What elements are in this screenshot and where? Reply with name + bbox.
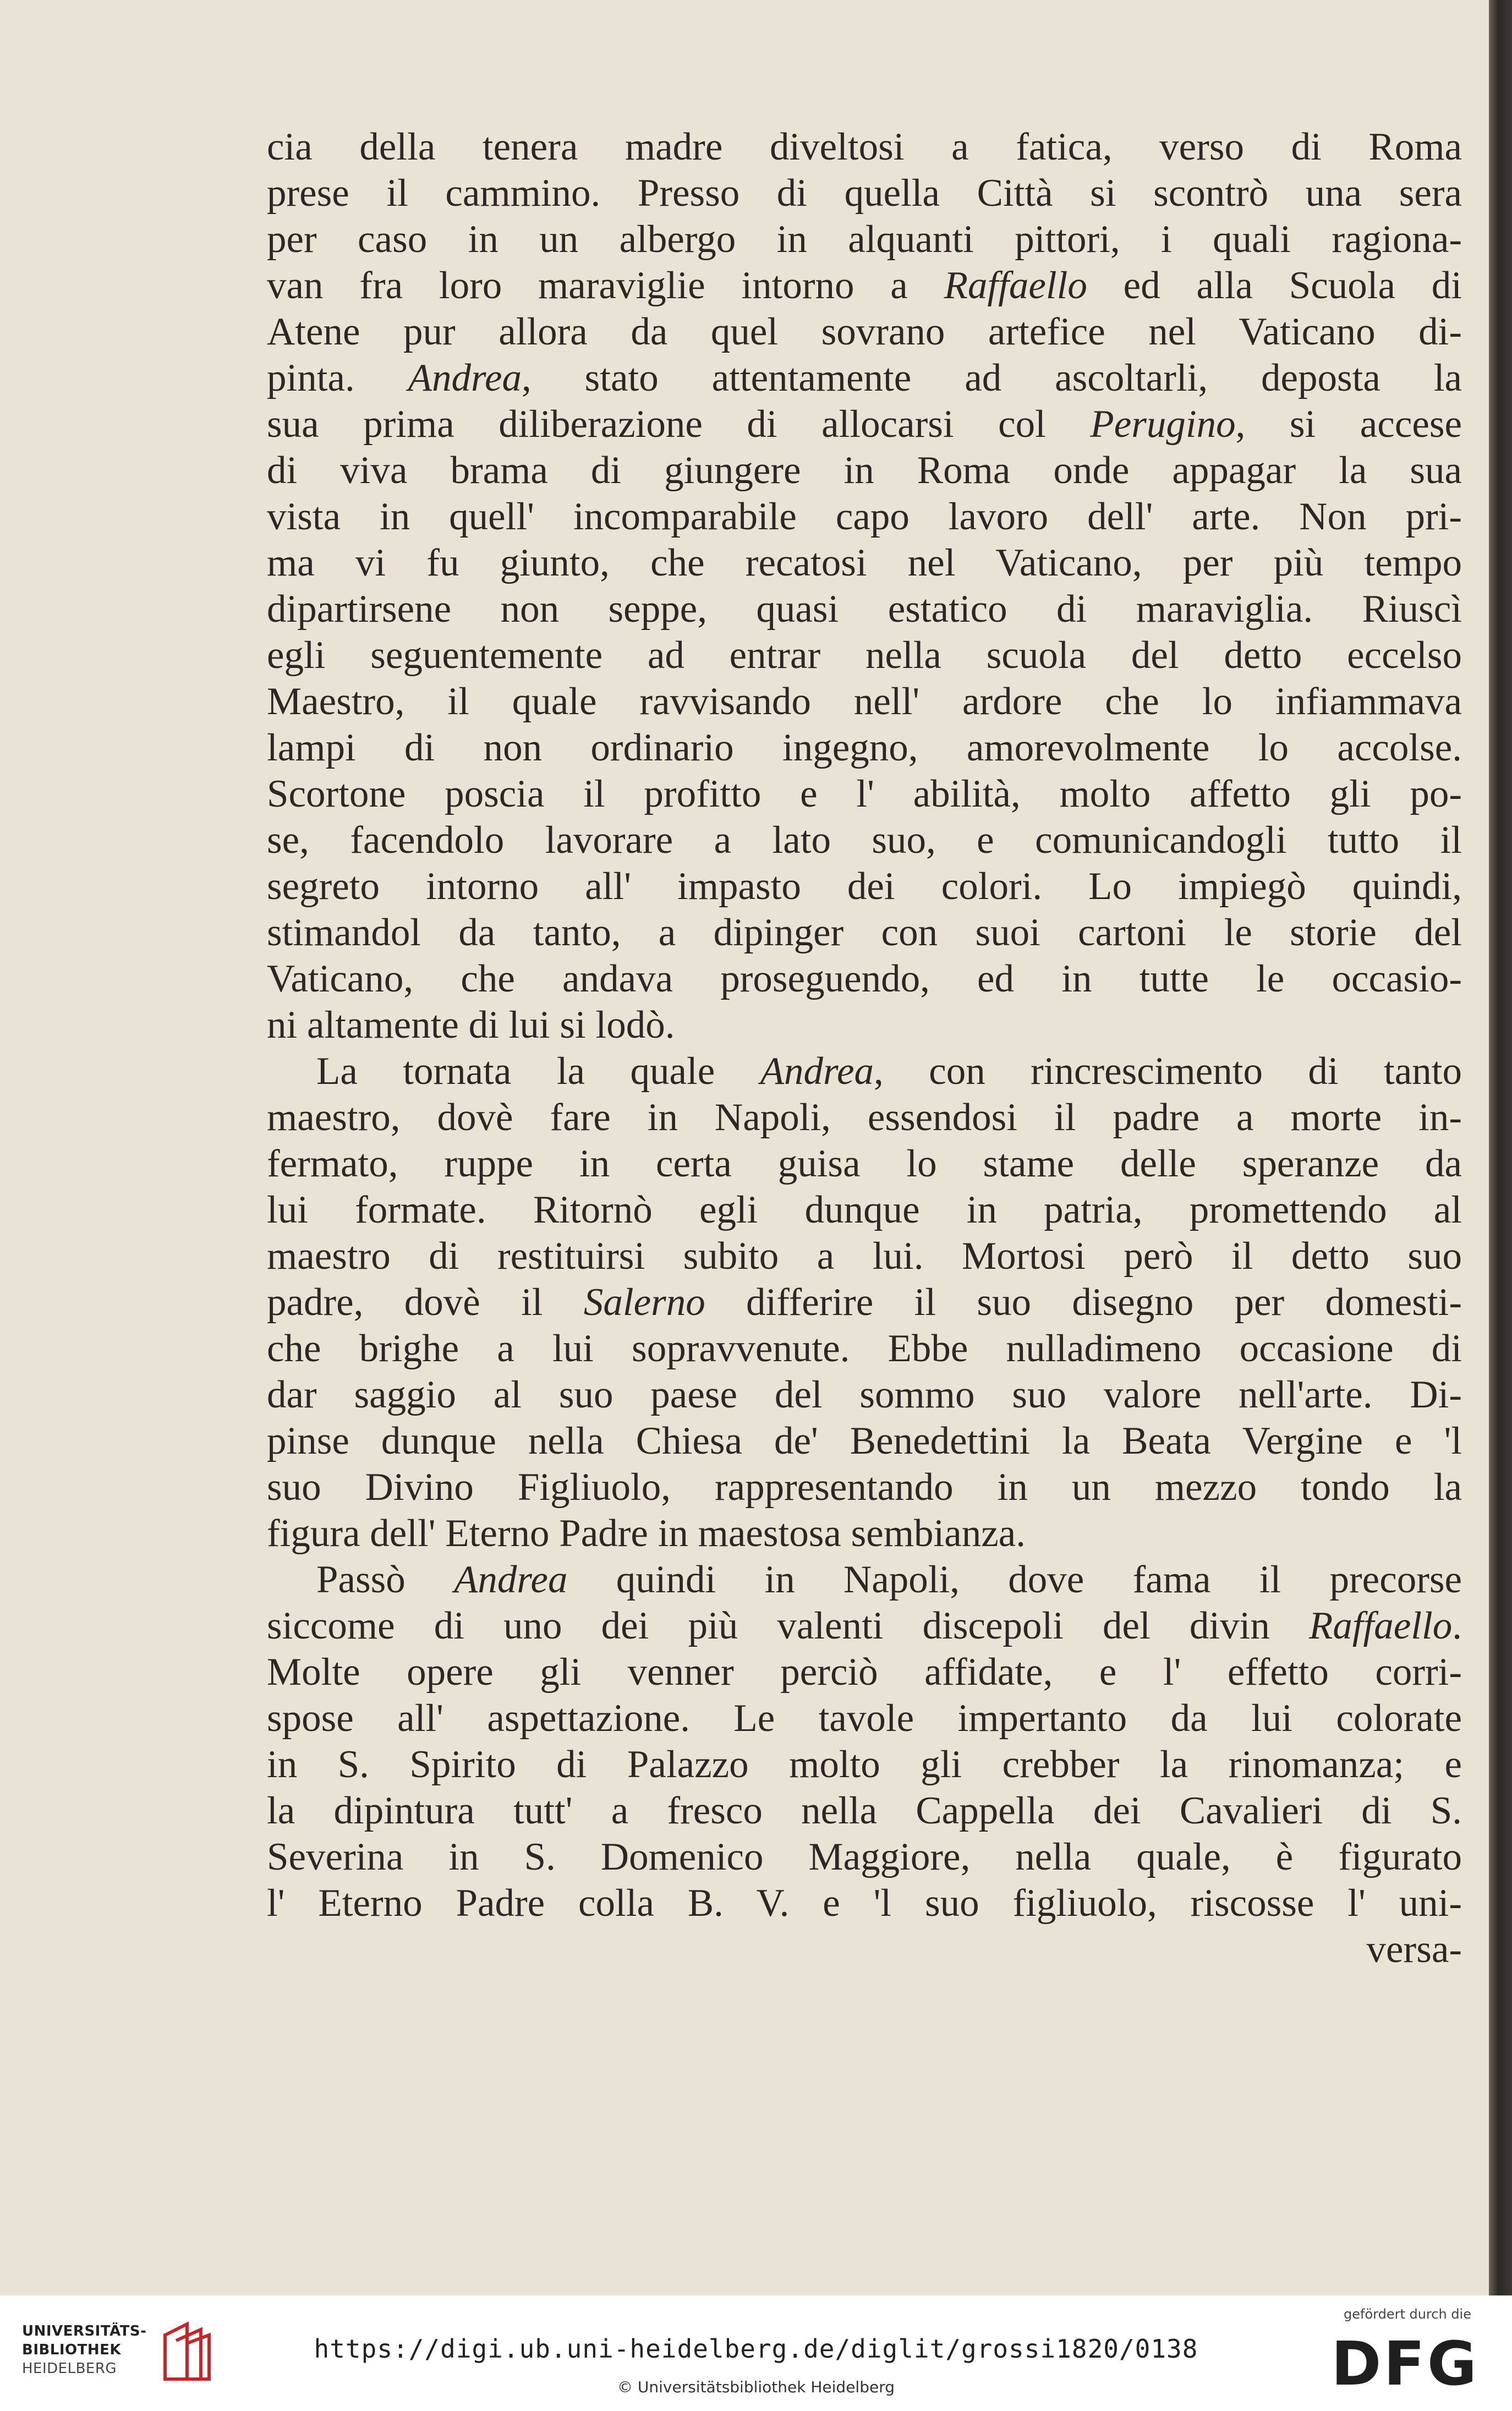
text-line [267, 1141, 1462, 1187]
text-line [267, 1048, 1462, 1094]
italic-name: Perugino [1090, 403, 1236, 446]
text-run: differire il suo disegno per domesti- [705, 1281, 1462, 1324]
text-line [267, 262, 1462, 309]
text-run: lampi di non ordinario ingegno, amorevolmente lo accolse. [267, 726, 1462, 769]
text-line [267, 1695, 1462, 1741]
text-line [267, 863, 1462, 909]
text-run: lui formate. Ritornò egli dunque in patria, promettendo al [267, 1188, 1462, 1231]
text-run: se, facendolo lavorare a lato suo, e comunicandogli tutto il [267, 819, 1462, 862]
text-run: cia della tenera madre diveltosi a fatica, verso di Roma [267, 125, 1462, 168]
text-run: per caso in un albergo in alquanti pittori, i quali ragiona- [267, 218, 1462, 261]
text-run: Vaticano, che andava proseguendo, ed in tutte le occasio- [267, 957, 1462, 1000]
text-run: prese il cammino. Presso di quella Città si scontrò una sera [267, 172, 1462, 215]
body-text [267, 124, 1462, 1972]
text-run: l' Eterno Padre colla B. V. e 'l suo figliuolo, riscosse l' uni- [267, 1882, 1462, 1925]
text-line [267, 355, 1462, 401]
italic-name: Raffaello [944, 264, 1087, 307]
text-line [267, 216, 1462, 262]
italic-name: Andrea [408, 357, 522, 399]
text-line [267, 170, 1462, 216]
text-run: pinse dunque nella Chiesa de' Benedettini la Beata Vergine e 'l [267, 1420, 1462, 1462]
text-run: quindi in Napoli, dove fama il precorse [567, 1558, 1462, 1601]
text-line [267, 956, 1462, 1002]
text-line [267, 309, 1462, 355]
text-run: ed alla Scuola di [1087, 264, 1462, 307]
text-line [267, 494, 1462, 540]
text-run: Molte opere gli venner perciò affidate, e l' effetto corri- [267, 1651, 1462, 1694]
text-run: . [1452, 1604, 1462, 1647]
italic-name: Andrea [760, 1050, 874, 1093]
text-line [267, 124, 1462, 170]
permalink-url[interactable]: https://digi.ub.uni-heidelberg.de/diglit/grossi1820/0138 [314, 2334, 1198, 2364]
text-line [267, 1372, 1462, 1418]
dfg-logo-text: DFG [1331, 2328, 1479, 2399]
text-run: segreto intorno all' impasto dei colori. Lo impiegò quindi, [267, 865, 1462, 908]
text-run: stimandol da tanto, a dipinger con suoi cartoni le storie del [267, 911, 1462, 954]
text-run: maestro, dovè fare in Napoli, essendosi il padre a morte in- [267, 1096, 1462, 1139]
italic-name: Salerno [583, 1281, 705, 1324]
text-line [267, 909, 1462, 956]
text-line [267, 725, 1462, 771]
text-line [267, 1557, 1462, 1603]
dfg-logo[interactable] [1325, 2306, 1490, 2400]
text-run: che brighe a lui sopravvenute. Ebbe nulladimeno occasione di [267, 1327, 1462, 1370]
text-run: Severina in S. Domenico Maggiore, nella quale, è figurato [267, 1835, 1462, 1878]
text-line [267, 1603, 1462, 1649]
text-run: suo Divino Figliuolo, rappresentando in un mezzo tondo la [267, 1466, 1462, 1509]
text-run: dar saggio al suo paese del sommo suo valore nell'arte. Di- [267, 1373, 1462, 1416]
viewer-footer [0, 2295, 1512, 2411]
text-line [267, 1649, 1462, 1695]
text-run: sua prima diliberazione di allocarsi col [267, 403, 1091, 446]
text-line [267, 1418, 1462, 1464]
text-line [267, 771, 1462, 817]
italic-name: Raffaello [1308, 1604, 1453, 1647]
text-line [267, 1187, 1462, 1233]
copyright-notice: © Universitätsbibliothek Heidelberg [617, 2378, 895, 2396]
text-run: Passò [316, 1558, 454, 1601]
text-line [267, 1788, 1462, 1834]
text-run: la dipintura tutt' a fresco nella Cappella dei Cavalieri di S. [267, 1789, 1462, 1832]
text-run: , con rincrescimento di tanto [874, 1050, 1462, 1093]
text-line [267, 1464, 1462, 1510]
text-line [267, 1325, 1462, 1372]
text-run: , si accese [1235, 403, 1462, 446]
text-run: di viva brama di giungere in Roma onde appagar la sua [267, 449, 1462, 492]
text-run: spose all' aspettazione. Le tavole impertanto da lui colorate [267, 1697, 1462, 1740]
text-run: ni altamente di lui si lodò. [267, 1004, 675, 1046]
text-run: in S. Spirito di Palazzo molto gli crebber la rinomanza; e [267, 1743, 1462, 1786]
text-line [267, 1880, 1462, 1926]
text-line [267, 1279, 1462, 1325]
text-line [267, 1834, 1462, 1880]
text-run: vista in quell' incomparabile capo lavoro dell' arte. Non pri- [267, 495, 1462, 538]
text-run: egli seguentemente ad entrar nella scuola del detto eccelso [267, 634, 1462, 677]
text-line [267, 817, 1462, 863]
text-run: Atene pur allora da quel sovrano artefice nel Vaticano di- [267, 310, 1462, 353]
italic-name: Andrea [454, 1558, 568, 1601]
catchword: versa- [1366, 1928, 1462, 1971]
text-line [267, 1094, 1462, 1141]
funder-label: gefördert durch die [1344, 2306, 1471, 2322]
text-run: fermato, ruppe in certa guisa lo stame delle speranze da [267, 1142, 1462, 1185]
text-line [267, 1510, 1462, 1557]
text-line [267, 678, 1462, 725]
text-line [267, 540, 1462, 586]
text-line [267, 1002, 1462, 1048]
text-line [267, 1233, 1462, 1279]
text-run: Scortone poscia il profitto e l' abilità, molto affetto gli po- [267, 772, 1462, 815]
text-run: Maestro, il quale ravvisando nell' ardore che lo infiammava [267, 680, 1462, 723]
library-logo-text: UNIVERSITÄTS- BIBLIOTHEK HEIDELBERG [22, 2323, 147, 2377]
text-run: maestro di restituirsi subito a lui. Mortosi però il detto suo [267, 1235, 1462, 1278]
text-line [267, 632, 1462, 678]
text-run: , stato attentamente ad ascoltarli, deposta la [522, 357, 1462, 399]
book-spine-edge [1489, 0, 1512, 2295]
text-line [267, 401, 1462, 447]
text-run: padre, dovè il [267, 1281, 584, 1324]
text-run: La tornata la quale [316, 1050, 760, 1093]
text-run: ma vi fu giunto, che recatosi nel Vaticano, per più tempo [267, 541, 1462, 584]
text-run: van fra loro maraviglie intorno a [267, 264, 944, 307]
text-run: dipartirsene non seppe, quasi estatico di maraviglia. Riuscì [267, 588, 1462, 631]
text-line [267, 586, 1462, 632]
text-run: siccome di uno dei più valenti discepoli del divin [267, 1604, 1309, 1647]
text-line [267, 1741, 1462, 1788]
text-run: pinta. [267, 357, 408, 399]
text-line [267, 447, 1462, 494]
text-run: figura dell' Eterno Padre in maestosa sembianza. [267, 1512, 1026, 1555]
